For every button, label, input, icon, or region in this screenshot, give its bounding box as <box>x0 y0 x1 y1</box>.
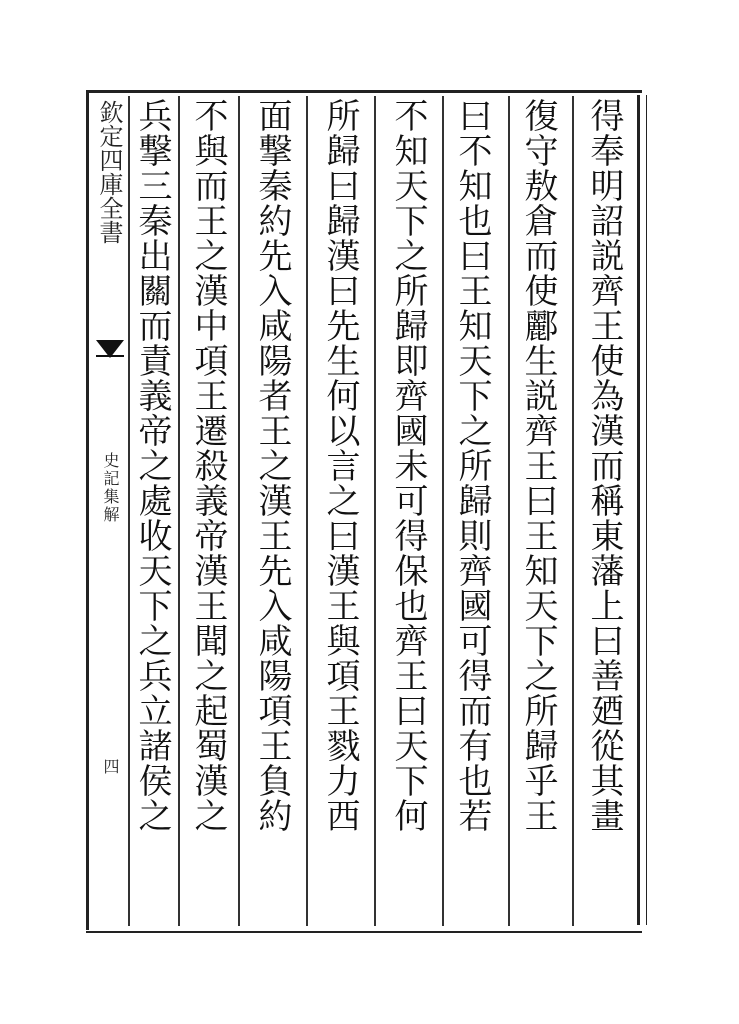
gutter-header-text: 欽定四庫全書 <box>95 100 123 244</box>
text-column-2: 復守敖倉而使酈生説齊王曰王知天下之所歸乎王 <box>518 98 558 833</box>
column-rule <box>442 96 444 926</box>
gutter-leaf-number: 四 <box>101 758 120 774</box>
column-rule <box>572 96 574 926</box>
gutter-book-title: 史記集解 <box>101 452 120 524</box>
column-rule <box>238 96 240 926</box>
text-column-6: 面撃秦約先入咸陽者王之漢王先入咸陽項王負約 <box>252 98 292 833</box>
frame-right-border <box>637 95 647 925</box>
fish-tail-rule <box>96 355 124 357</box>
text-column-1: 得奉明詔説齊王使為漢而稱東藩上曰善廼從其畫 <box>584 98 624 833</box>
text-column-7: 不與而王之漢中項王遷殺義帝漢王聞之起蜀漢之 <box>188 98 228 833</box>
column-rule <box>178 96 180 926</box>
column-rule <box>508 96 510 926</box>
text-column-8: 兵撃三秦出關而責義帝之處收天下之兵立諸侯之 <box>132 98 172 833</box>
column-rule <box>374 96 376 926</box>
column-rule <box>306 96 308 926</box>
text-column-4: 不知天下之所歸即齊國未可得保也齊王曰天下何 <box>388 98 428 833</box>
text-column-3: 曰不知也曰王知天下之所歸則齊國可得而有也若 <box>452 98 492 833</box>
text-column-5: 所歸曰歸漢曰先生何以言之曰漢王與項王戮力西 <box>320 98 360 833</box>
